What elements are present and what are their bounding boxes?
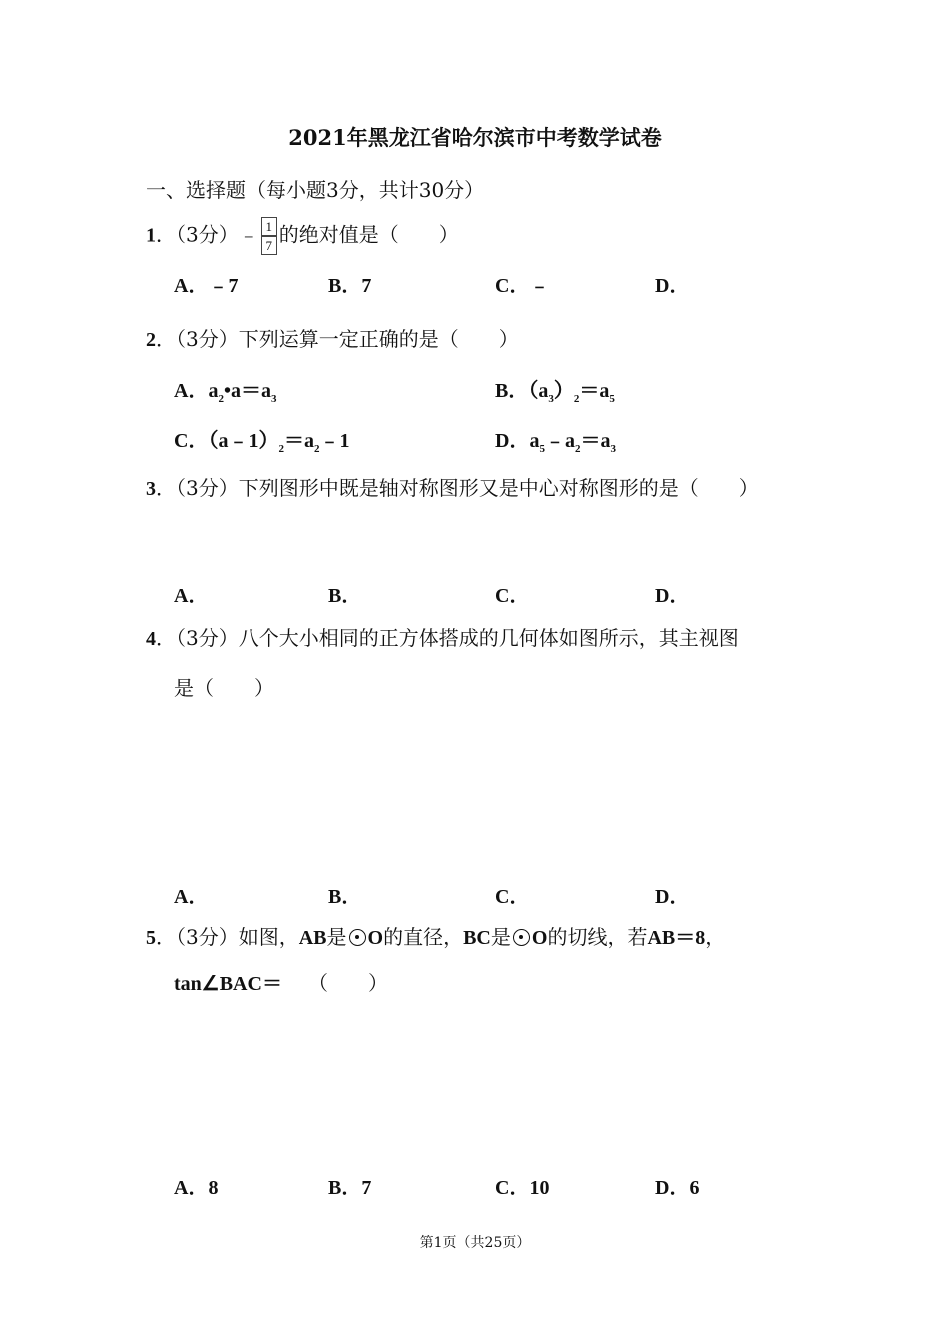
question-3 <box>146 472 759 501</box>
page-title: 2021年黑龙江省哈尔滨市中考数学试卷 <box>288 125 662 150</box>
question-text: ．（3分）八个大小相同的正方体搭成的几何体如图所示，其主视图 <box>156 626 739 650</box>
fraction <box>261 217 277 255</box>
question-number: 5 <box>146 927 156 949</box>
fraction-denominator: 7 <box>261 236 277 255</box>
option-d: D． <box>655 275 690 297</box>
option-c: C．10 <box>495 1177 550 1199</box>
circle-dot-symbol <box>349 929 366 946</box>
option-b: B．7 <box>328 275 372 297</box>
option-a: A． <box>174 585 209 607</box>
question-2 <box>146 323 519 352</box>
question-text: ．（3分）下列图形中既是轴对称图形又是中心对称图形的是（ ） <box>156 476 759 500</box>
question-text: ．（3分）下列运算一定正确的是（ ） <box>156 327 519 351</box>
question-4 <box>146 622 739 651</box>
option-a: A． <box>174 886 209 908</box>
fraction-numerator: 1 <box>261 217 277 236</box>
question-5: 5．（3分）如图，AB是 O的直径，BC是 O的切线，若AB＝8， <box>146 925 726 949</box>
circle-dot-symbol <box>513 929 530 946</box>
option-d: D． <box>655 585 690 607</box>
option-b: B．7 <box>328 1177 372 1199</box>
option-d: D． <box>655 886 690 908</box>
question-number: 4 <box>146 628 156 650</box>
question-text: 的绝对值是（ ） <box>278 222 459 247</box>
question-number: 3 <box>146 478 156 500</box>
question-score: ．（3分）﹣ <box>156 222 259 247</box>
page-footer: 第1页（共25页） <box>419 1235 531 1251</box>
option-b: B． <box>328 585 362 607</box>
option-a: A．﹣7 <box>174 275 239 297</box>
option-a: A．$a_2•a=a_3$ <box>174 380 277 405</box>
option-d: D．$a_5﹣a_2=a_3$ <box>495 430 616 455</box>
section-heading: 一、选择题（每小题3分，共计30分） <box>146 178 485 202</box>
question-number: 2 <box>146 329 156 351</box>
question-4-continuation: 是（ ） <box>174 676 274 700</box>
option-c: C．$(a﹣1)_2=a_2﹣1$ <box>174 430 350 455</box>
option-d: D．6 <box>655 1177 700 1199</box>
option-b: B．$(a_3)_2=a_5$ <box>495 380 615 405</box>
option-a: A．8 <box>174 1177 219 1199</box>
option-b: B． <box>328 886 362 908</box>
question-5-continuation: tan∠BAC＝ （ ） <box>174 971 388 995</box>
option-c: C． <box>495 585 530 607</box>
option-c: C．﹣ <box>495 275 550 297</box>
question-number: 1 <box>146 224 156 247</box>
option-c: C． <box>495 886 530 908</box>
question-1 <box>146 217 459 255</box>
